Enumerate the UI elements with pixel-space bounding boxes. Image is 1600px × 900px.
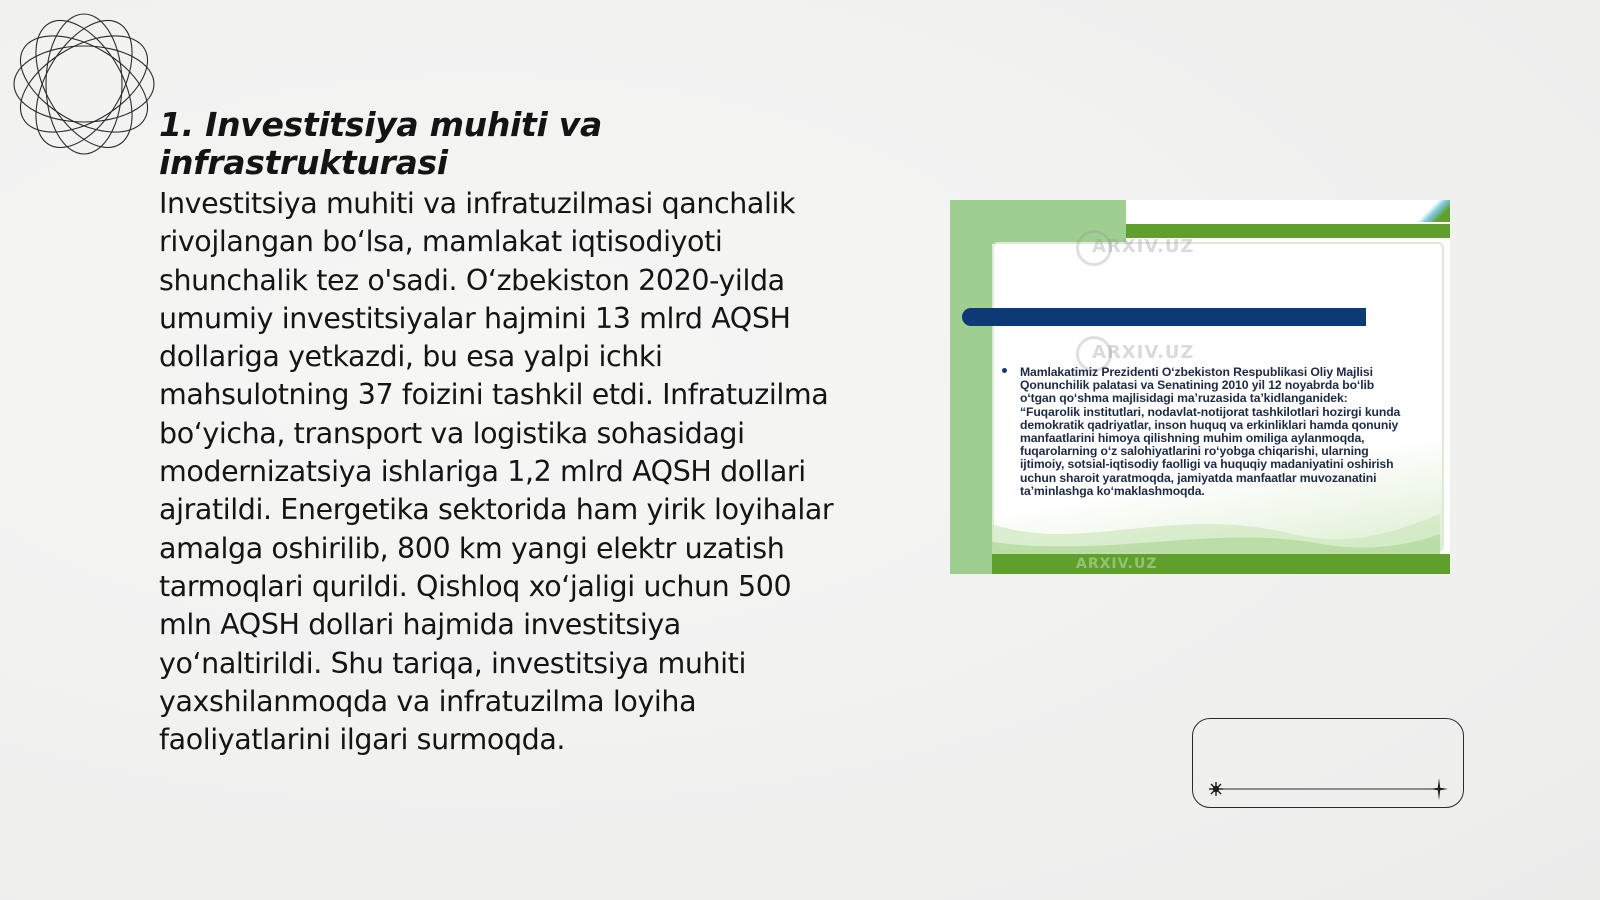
frame-line-decoration <box>1193 719 1465 809</box>
slide-body-text: Investitsiya muhiti va infratuzilmasi qanchalik rivojlangan bo‘lsa, mamlakat iqtisodiyoti shunchalik tez o'sadi. O‘zbekiston 2020-yilda umumiy investitsiyalar hajmini 13 mlrd AQSH dollariga yetkazdi, bu esa yalpi ichki mahsulotning 37 foizini tashkil etdi. Infratuzilma bo‘yicha, transport va logistika sohasidagi modernizatsiya ishlariga 1,2 mlrd AQSH dollari ajratildi. Energetika sektorida ham yirik loyihalar amalga oshirilib, 800 km yangi elektr uzatish tarmoqlari qurildi. Qishloq xo‘jaligi uchun 500 mln AQSH dollari hajmida investitsiya yo‘naltirildi. Shu tariqa, investitsiya muhiti yaxshilanmoqda va infratuzilma loyiha faoliyatlarini ilgari surmoqda. <box>159 187 834 757</box>
decorative-frame <box>1192 718 1464 808</box>
slide-title: 1. Investitsiya muhiti va infrastrukturasi <box>159 105 602 182</box>
embed-paragraph: Mamlakatimiz Prezidenti O‘zbekiston Respublikasi Oliy Majlisi Qonunchilik palatasi va Senatining 2010 yil 12 noyabrda bo‘lib o‘tgan qo‘shma majlisidagi ma’ruzasida ta’kidlanganidek: “Fuqarolik institutlari, nodavlat-notijorat tashkilotlari hozirgi kunda demokratik qadriyatlar, inson huquq va erkinliklari hamda qonuniy manfaatlarini himoya qilishning muhim omiliga aylanmoqda, fuqarolarning o‘z salohiyatlarini ro‘yobga chiqarishi, ularning ijtimoiy, sotsial-iqtisodiy faolligi va huquqiy madaniyatini oshirish uchun sharoit yaratmoqda, jamiyatda manfaatlar muvozanatini ta’minlashga ko‘maklashmoqda. <box>1020 365 1401 498</box>
watermark-text-bottom: ARXIV.UZ <box>1076 556 1158 572</box>
embed-left-band <box>950 200 992 574</box>
embed-bottom-bar <box>992 554 1450 574</box>
embedded-slide-image <box>950 200 1450 574</box>
embed-bullet <box>1002 368 1007 373</box>
embed-title-bar <box>962 308 1366 326</box>
watermark-text: ARXIV.UZ <box>1092 342 1195 363</box>
sparkle-icon <box>1209 782 1223 796</box>
embed-top-corner <box>1416 200 1450 222</box>
rings-ornament-icon <box>10 10 158 158</box>
cross-star-icon <box>1430 778 1448 800</box>
watermark-text: ARXIV.UZ <box>1092 236 1195 257</box>
